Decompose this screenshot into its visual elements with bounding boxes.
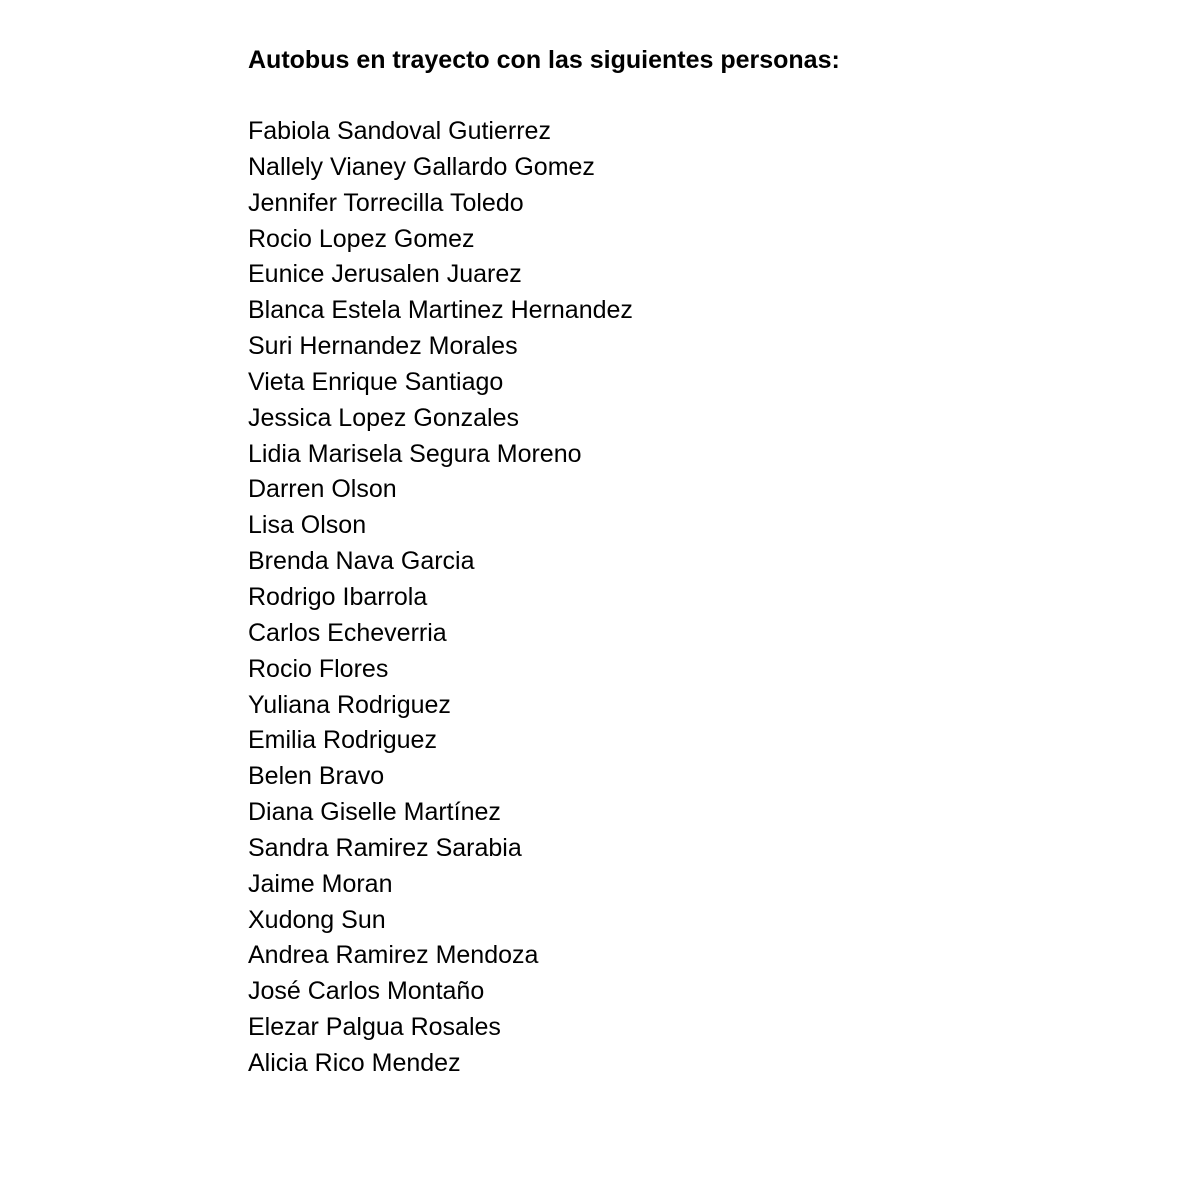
passenger-name: José Carlos Montaño <box>248 977 485 1006</box>
passenger-name: Diana Giselle Martínez <box>248 798 501 827</box>
passenger-name: Jennifer Torrecilla Toledo <box>248 188 524 217</box>
passenger-name: Lidia Marisela Segura Moreno <box>248 439 582 468</box>
passenger-name: Rocio Lopez Gomez <box>248 224 475 253</box>
passenger-name: Emilia Rodriguez <box>248 726 437 755</box>
passenger-name: Yuliana Rodriguez <box>248 690 451 719</box>
passenger-name: Belen Bravo <box>248 762 385 791</box>
passenger-name: Xudong Sun <box>248 905 386 934</box>
passenger-name: Alicia Rico Mendez <box>248 1048 461 1077</box>
passenger-name: Fabiola Sandoval Gutierrez <box>248 117 551 145</box>
passenger-name: Rocio Flores <box>248 654 389 683</box>
passenger-list <box>248 114 633 1082</box>
passenger-name: Jaime Moran <box>248 869 393 898</box>
passenger-name: Eunice Jerusalen Juarez <box>248 260 522 289</box>
passenger-name: Andrea Ramirez Mendoza <box>248 941 539 970</box>
passenger-name: Blanca Estela Martinez Hernandez <box>248 296 633 325</box>
passenger-name: Darren Olson <box>248 475 397 504</box>
document-title: Autobus en trayecto con las siguientes personas: <box>248 46 840 74</box>
passenger-name: Brenda Nava Garcia <box>248 547 475 576</box>
passenger-name: Carlos Echeverria <box>248 618 447 647</box>
passenger-name: Jessica Lopez Gonzales <box>248 403 519 432</box>
passenger-name: Vieta Enrique Santiago <box>248 367 504 396</box>
passenger-name: Nallely Vianey Gallardo Gomez <box>248 152 595 181</box>
passenger-name: Elezar Palgua Rosales <box>248 1013 501 1042</box>
passenger-name: Sandra Ramirez Sarabia <box>248 833 522 862</box>
passenger-name: Suri Hernandez Morales <box>248 332 518 361</box>
passenger-name: Lisa Olson <box>248 511 367 540</box>
passenger-name: Rodrigo Ibarrola <box>248 582 428 611</box>
